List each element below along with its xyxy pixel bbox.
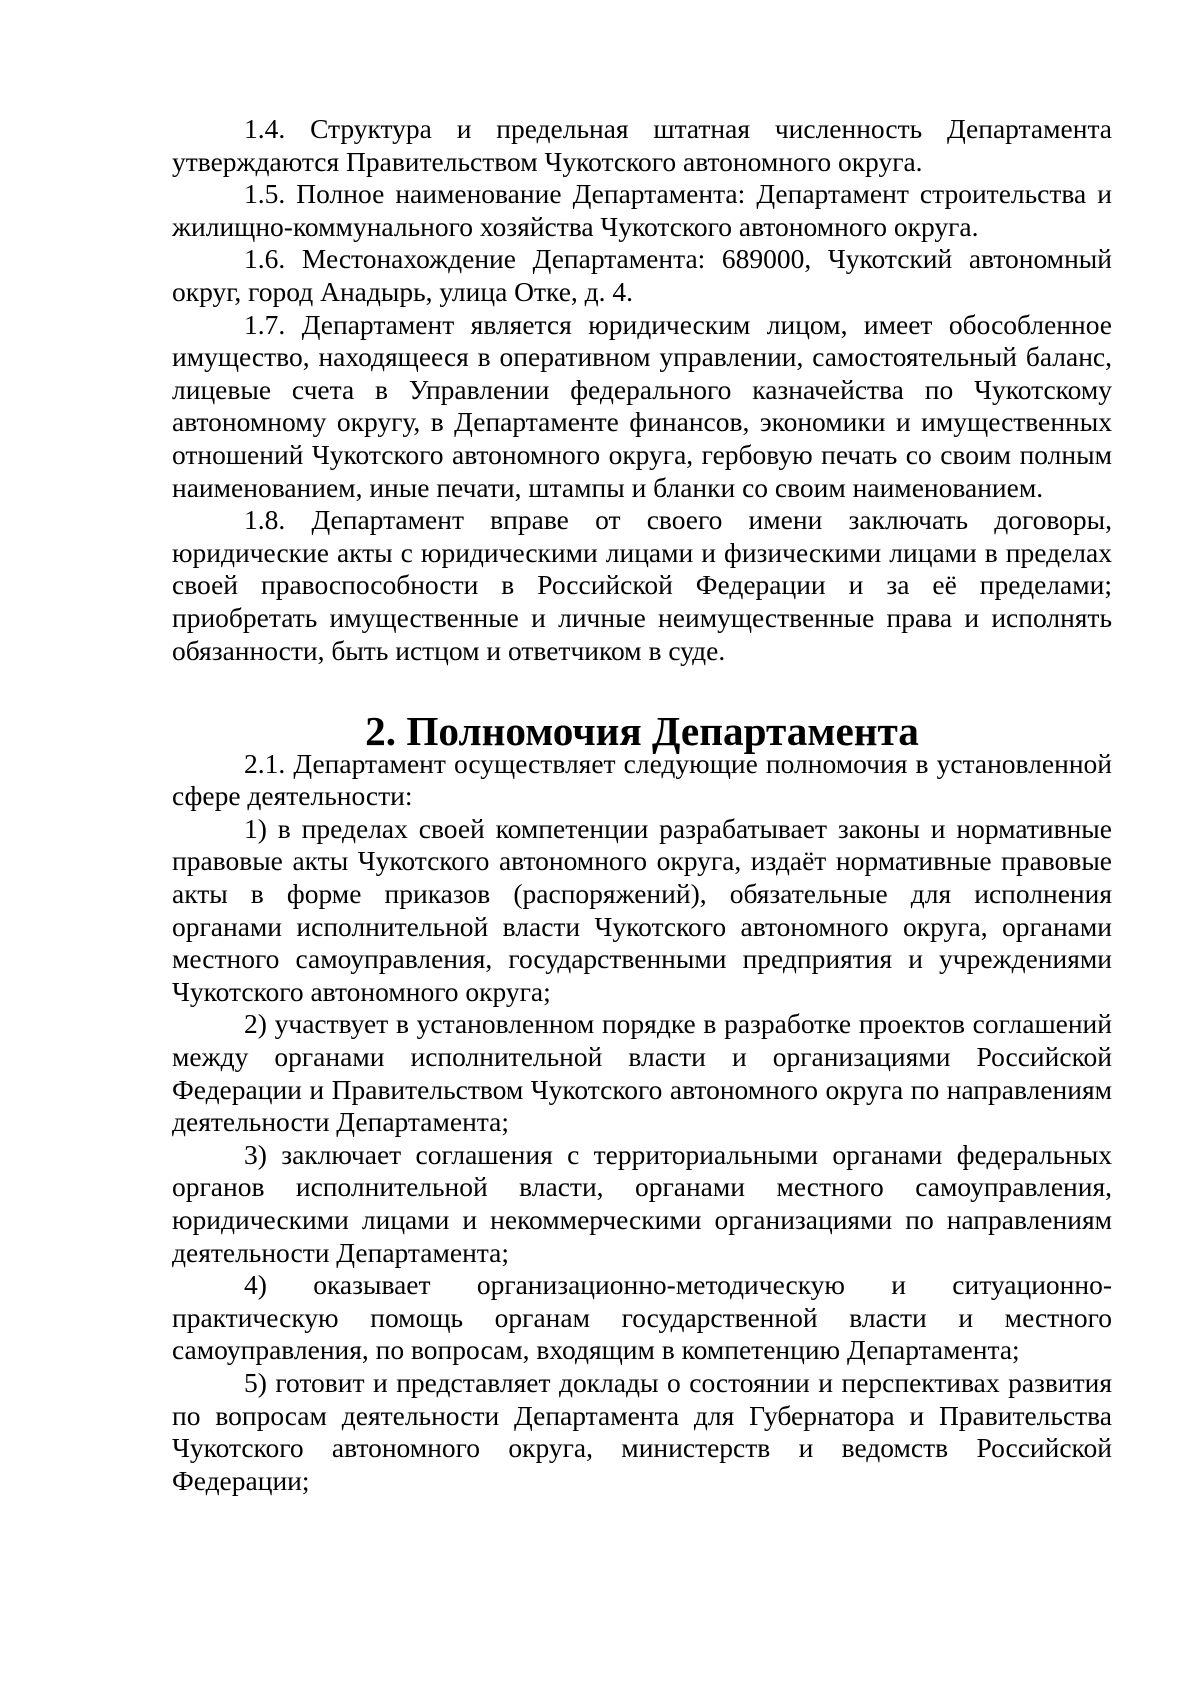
list-item-4: 4) оказывает организационно-методическую и ситуационно-практическую помощь органам государственной власти и местного самоуправления, по вопросам, входящим в компетенцию Департамента; <box>172 1269 1112 1366</box>
paragraph-2-1: 2.1. Департамент осуществляет следующие полномочия в установленной сфере деятельности: <box>172 747 1112 812</box>
list-item-5: 5) готовит и представляет доклады о состоянии и перспективах развития по вопросам деятельности Департамента для Губернатора и Правительства Чукотского автономного округа, министерств и ведомств Российской Федерации; <box>172 1366 1112 1496</box>
paragraph-1-6: 1.6. Местонахождение Департамента: 689000, Чукотский автономный округ, город Анадырь, улица Отке, д. 4. <box>172 243 1112 307</box>
paragraph-1-5: 1.5. Полное наименование Департамента: Департамент строительства и жилищно-коммунального хозяйства Чукотского автономного округа. <box>172 178 1112 242</box>
document-body <box>172 113 1112 1497</box>
paragraph-1-8: 1.8. Департамент вправе от своего имени заключать договоры, юридические акты с юридическими лицами и физическими лицами в пределах своей правоспособности в Российской Федерации и за её пределами; приобретать имущественные и личные неимущественные права и исполнять обязанности, быть истцом и ответчиком в суде. <box>172 504 1112 666</box>
section-2-heading: 2. Полномочия Департамента <box>365 708 919 755</box>
list-item-1: 1) в пределах своей компетенции разрабатывает законы и нормативные правовые акты Чукотского автономного округа, издаёт нормативные правовые акты в форме приказов (распоряжений), обязательные для исполнения органами исполнительной власти Чукотского автономного округа, органами местного самоуправления, государственными предприятия и учреждениями Чукотского автономного округа; <box>172 812 1112 1007</box>
list-item-3: 3) заключает соглашения с территориальными органами федеральных органов исполнительной власти, органами местного самоуправления, юридическими лицами и некоммерческими организациями по направлениям деятельности Департамента; <box>172 1138 1112 1268</box>
paragraph-1-7: 1.7. Департамент является юридическим лицом, имеет обособленное имущество, находящееся в оперативном управлении, самостоятельный баланс, лицевые счета в Управлении федерального казначейства по Чукотскому автономному округу, в Департаменте финансов, экономики и имущественных отношений Чукотского автономного округа, гербовую печать со своим полным наименованием, иные печати, штампы и бланки со своим наименованием. <box>172 308 1112 503</box>
paragraph-1-4: 1.4. Структура и предельная штатная численность Департамента утверждаются Правительством Чукотского автономного округа. <box>172 113 1112 177</box>
list-item-2: 2) участвует в установленном порядке в разработке проектов соглашений между органами исполнительной власти и организациями Российской Федерации и Правительством Чукотского автономного округа по направлениям деятельности Департамента; <box>172 1008 1112 1138</box>
